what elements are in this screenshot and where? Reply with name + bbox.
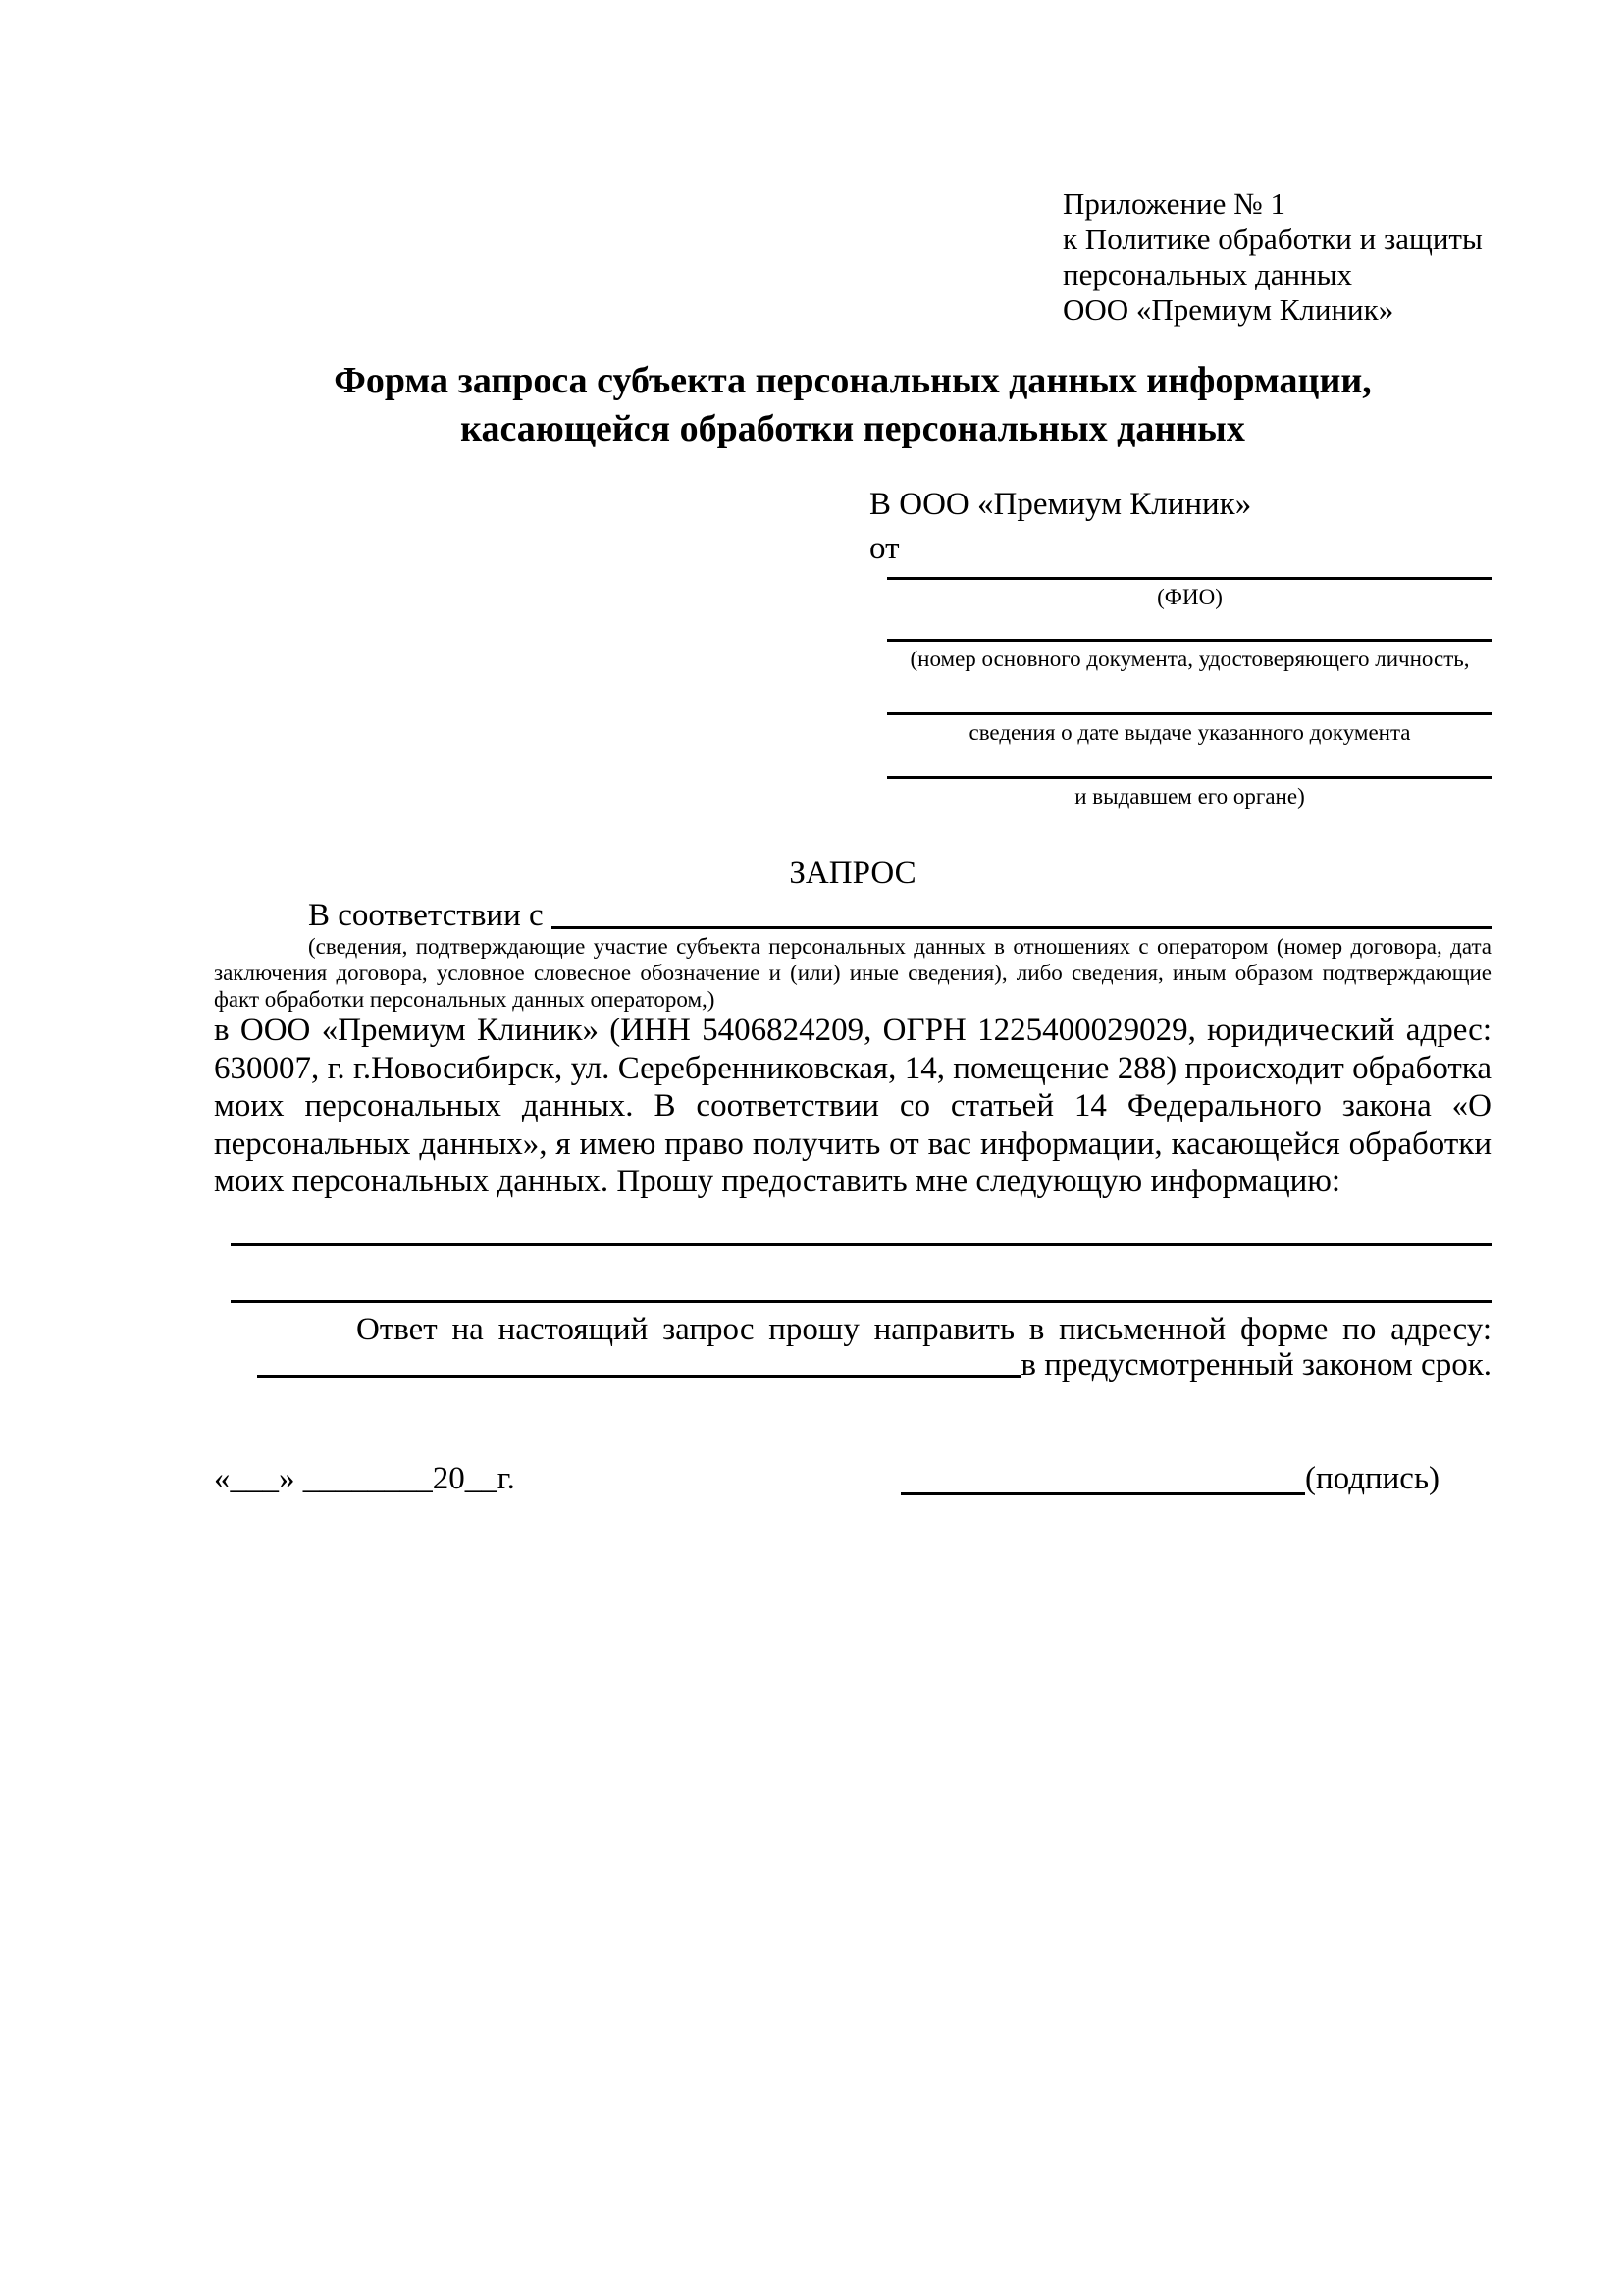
appendix-header-line: ООО «Премиум Клиник»: [1063, 292, 1394, 327]
appendix-header-line: персональных данных: [1063, 257, 1353, 291]
recipient-from-label: от: [869, 531, 900, 566]
doc-number-caption: (номер основного документа, удостоверяющего личность,: [910, 647, 1470, 671]
info-fill-line-2: [231, 1300, 1492, 1303]
appendix-header-line: Приложение № 1: [1063, 186, 1285, 221]
recipient-organization: В ООО «Премиум Клиник»: [869, 487, 1252, 522]
signature-fill-line: [901, 1492, 1305, 1495]
fio-caption: (ФИО): [1157, 585, 1223, 609]
appendix-header: [1063, 186, 1483, 328]
doc-issue-date-fill-line: [887, 712, 1492, 715]
answer-paragraph-line-2: [214, 1346, 1492, 1383]
doc-issuer-caption: и выдавшем его органе): [1074, 784, 1305, 809]
basis-fill-line: [551, 897, 1492, 929]
doc-issuer-fill-line: [887, 776, 1492, 779]
footnote-text: (сведения, подтверждающие участие субъекта персональных данных в отношениях с оператором (номер договора, дата заключения договора, условное словесное обозначение и (или) иные сведения), либо сведения, иным образом подтверждающие факт обработки персональных данных оператором,): [214, 934, 1492, 1012]
doc-number-fill-line: [887, 639, 1492, 642]
date-fill-text: «___» ________20__г.: [214, 1461, 515, 1496]
answer-paragraph-line-1: Ответ на настоящий запрос прошу направить в письменной форме по адресу:: [356, 1312, 1492, 1347]
request-intro-label: В соответствии с: [308, 898, 544, 933]
request-intro-row: [308, 897, 1492, 934]
document-title-line-2: касающейся обработки персональных данных: [460, 408, 1245, 449]
answer-address-fill-line: [257, 1375, 1021, 1378]
appendix-header-line: к Политике обработки и защиты: [1063, 222, 1483, 256]
body-paragraph: в ООО «Премиум Клиник» (ИНН 5406824209, ОГРН 1225400029029, юридический адрес: 630007, г. г.Новосибирск, ул. Серебренниковская, 14, помещение 288) происходит обработка моих персональных данных. В соответствии со статьей 14 Федерального закона «О персональных данных», я имею право получить от вас информации, касающейся обработки моих персональных данных. Прошу предоставить мне следующую информацию:: [214, 1013, 1492, 1199]
signature-caption: (подпись): [1305, 1461, 1440, 1496]
request-heading: ЗАПРОС: [789, 856, 916, 891]
answer-paragraph-suffix: в предусмотренный законом срок.: [1021, 1347, 1492, 1383]
doc-issue-date-caption: сведения о дате выдаче указанного документа: [969, 720, 1411, 745]
document-title: [214, 357, 1492, 453]
info-fill-line-1: [231, 1243, 1492, 1246]
document-title-line-1: Форма запроса субъекта персональных данных информации,: [334, 360, 1372, 401]
fio-fill-line: [887, 577, 1492, 580]
